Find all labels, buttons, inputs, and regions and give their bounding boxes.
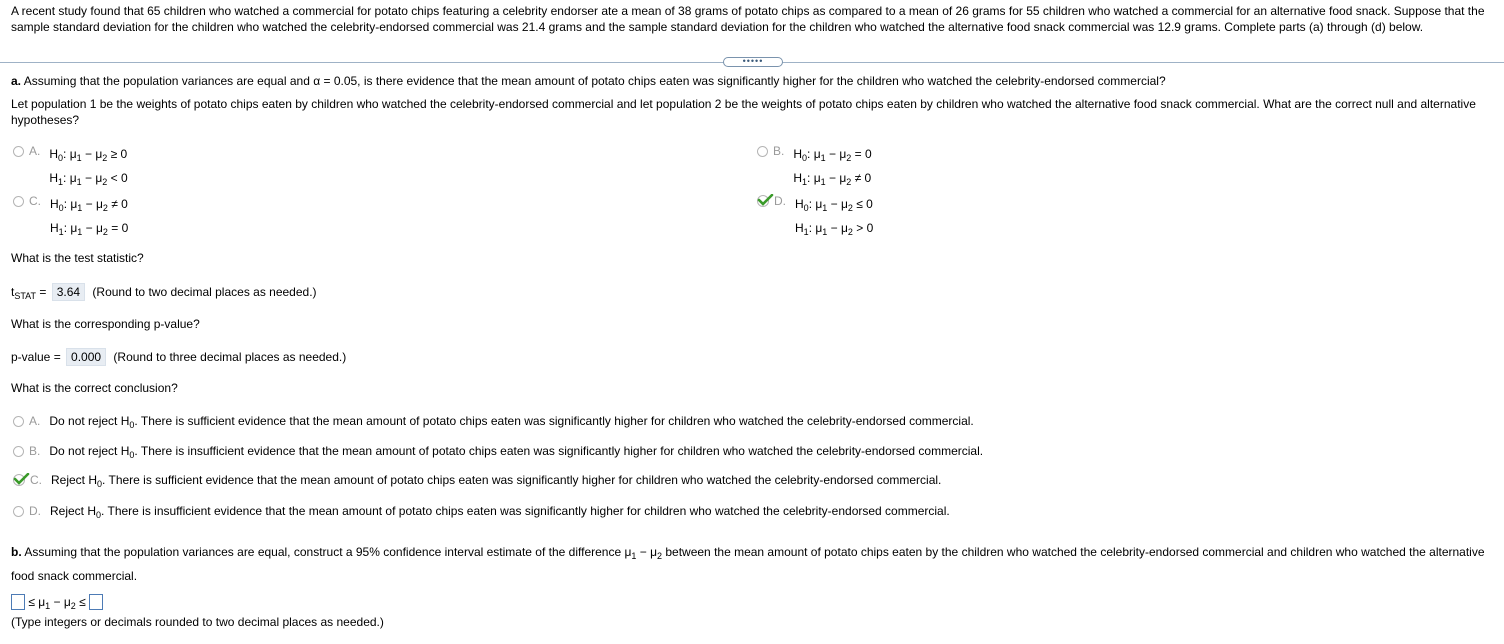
radio-button[interactable] (13, 146, 24, 157)
ci-lower-input[interactable] (11, 594, 25, 610)
hypothesis-pair: $H_0$: $\mu_1 - \mu_2 \ne 0$ $H_1$: $\mu_1 - \mu_2 = 0$ (50, 197, 129, 237)
conclusion-question: What is the correct conclusion? (11, 381, 178, 395)
ci-upper-input[interactable] (89, 594, 103, 610)
hypothesis-prompt: Let population 1 be the weights of potato chips eaten by children who watched the celebrity-endorsed commercial and let population 2 be the weights of potato chips eaten by children who watched the alternative food snack commercial. What are the correct null and alternative hypotheses? (11, 97, 1476, 127)
expand-button[interactable]: ••••• (723, 57, 783, 67)
conclusion-option-b[interactable]: B. Do not reject $H_0$. There is insufficient evidence that the mean amount of potato chips eaten was significantly higher for children who watched the celebrity-endorsed commercial. (13, 444, 983, 460)
hyp-option-a[interactable]: A. $H_0$: $\mu_1 - \mu_2 \ge 0$ $H_1$: $\mu_1 - \mu_2 < 0$ (13, 144, 128, 192)
hypothesis-pair: $H_0$: $\mu_1 - \mu_2 \ge 0$ $H_1$: $\mu_1 - \mu_2 < 0$ (49, 147, 128, 187)
hyp-option-d[interactable]: D. $H_0$: $\mu_1 - \mu_2 \le 0$ $H_1$: $\mu_1 - \mu_2 > 0$ (757, 194, 873, 242)
hypothesis-pair: $H_0$: $\mu_1 - \mu_2 = 0$ $H_1$: $\mu_1 - \mu_2 \ne 0$ (793, 147, 872, 187)
radio-button[interactable] (757, 146, 768, 157)
radio-button[interactable] (13, 506, 24, 517)
hyp-option-b[interactable]: B. $H_0$: $\mu_1 - \mu_2 = 0$ $H_1$: $\mu_1 - \mu_2 \ne 0$ (757, 144, 872, 192)
tstat-answer[interactable]: 3.64 (52, 283, 85, 301)
checked-radio-icon[interactable] (13, 473, 30, 486)
tstat-row: $t_{STAT} = 3.64$ (Round to two decimal places as needed.) (11, 285, 317, 301)
hypothesis-pair: $H_0$: $\mu_1 - \mu_2 \le 0$ $H_1$: $\mu_1 - \mu_2 > 0$ (795, 197, 874, 237)
checked-radio-icon[interactable] (757, 194, 774, 207)
radio-button[interactable] (13, 416, 24, 427)
radio-button[interactable] (13, 196, 24, 207)
radio-button[interactable] (13, 446, 24, 457)
pvalue-question: What is the corresponding p-value? (11, 317, 200, 331)
pvalue-row: p-value = 0.000 (Round to three decimal places as needed.) (11, 350, 347, 364)
part-a-question: a. Assuming that the population variances are equal and α = 0.05, is there evidence that the mean amount of potato chips eaten was significantly higher for the children who watched the celebrity-endorsed commercial? (11, 74, 1166, 88)
pvalue-answer[interactable]: 0.000 (66, 348, 106, 366)
hyp-option-c[interactable]: C. $H_0$: $\mu_1 - \mu_2 \ne 0$ $H_1$: $\mu_1 - \mu_2 = 0$ (13, 194, 128, 242)
ci-note: (Type integers or decimals rounded to two decimal places as needed.) (11, 615, 384, 629)
conclusion-option-a[interactable]: A. Do not reject $H_0$. There is sufficient evidence that the mean amount of potato chips eaten was significantly higher for children who watched the celebrity-endorsed commercial. (13, 414, 974, 430)
ci-row: ≤ $\mu_1 - \mu_2$ ≤ (11, 594, 103, 611)
problem-intro: A recent study found that 65 children who watched a commercial for potato chips featuring a celebrity endorser ate a mean of 38 grams of potato chips as compared to a mean of 26 grams for 55 children who watched a commercial for an alternative food snack. Suppose that the sample standard deviation for the children who watched the celebrity-endorsed commercial was 21.4 grams and the sample standard deviation for the children who watched the alternative food snack commercial was 12.9 grams. Complete parts (a) through (d) below. (11, 4, 1485, 34)
conclusion-option-c[interactable]: C. Reject $H_0$. There is sufficient evidence that the mean amount of potato chips eaten was significantly higher for children who watched the celebrity-endorsed commercial. (13, 473, 941, 489)
conclusion-option-d[interactable]: D. Reject $H_0$. There is insufficient evidence that the mean amount of potato chips eaten was significantly higher for children who watched the celebrity-endorsed commercial. (13, 504, 950, 520)
part-b-question: b. Assuming that the population variances are equal, construct a 95% confidence interval estimate of the difference $\mu_1 - \mu_2$ between the mean amount of potato chips eaten by the children who watched the celebrity-endorsed commercial and children who watched the alternative food snack commercial. (11, 545, 1485, 583)
test-stat-question: What is the test statistic? (11, 251, 144, 265)
